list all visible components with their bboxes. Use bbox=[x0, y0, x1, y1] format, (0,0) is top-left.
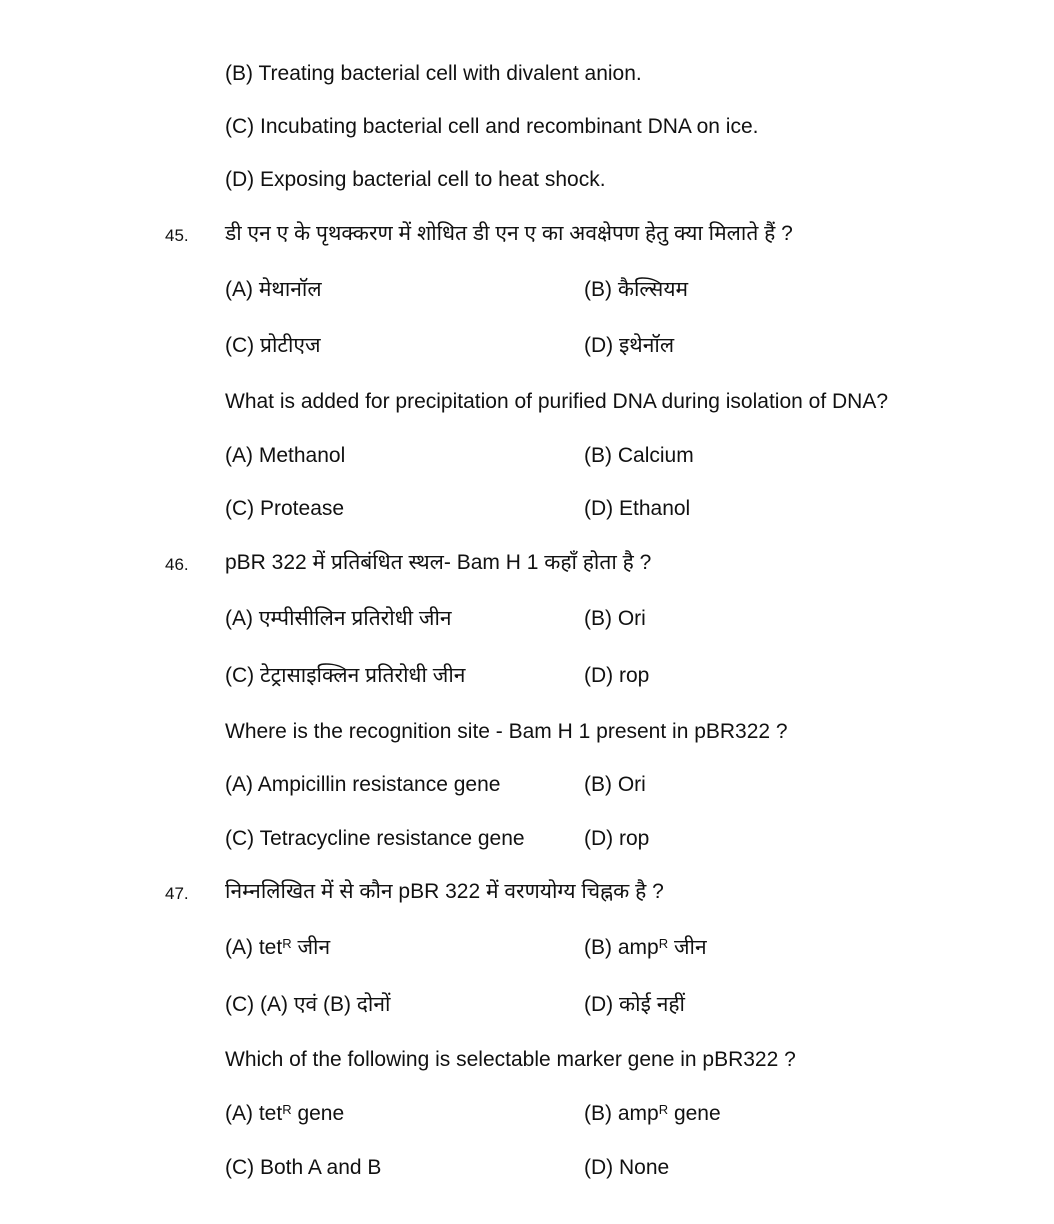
option-text: rop bbox=[619, 827, 650, 850]
option-d-english bbox=[584, 827, 649, 851]
option-text: Protease bbox=[260, 497, 345, 520]
option-text: Exposing bacterial cell to heat shock. bbox=[260, 168, 606, 191]
option-text: एम्पीसीलिन प्रतिरोधी जीन bbox=[258, 607, 452, 630]
question-text-hindi: pBR 322 में प्रतिबंधित स्थल- Bam H 1 कहाँ होता है ? bbox=[225, 551, 652, 574]
option-text: Methanol bbox=[258, 444, 346, 467]
option-text: Tetracycline resistance gene bbox=[259, 827, 525, 850]
question-text-hindi: डी एन ए के पृथक्करण में शोधित डी एन ए का अवक्षेपण हेतु क्या मिलाते हैं ? bbox=[225, 222, 793, 245]
option-text: gene bbox=[297, 1102, 345, 1125]
question-text-hindi: निम्नलिखित में से कौन pBR 322 में वरणयोग्य चिह्नक है ? bbox=[225, 880, 664, 903]
option-text: Ori bbox=[617, 773, 646, 796]
option-label: (A) bbox=[225, 773, 253, 796]
option-label: (D) bbox=[584, 497, 614, 520]
option-d-hindi bbox=[584, 664, 649, 688]
resistance-superscript: R bbox=[658, 936, 669, 951]
option-text: Ethanol bbox=[619, 497, 691, 520]
question-number: 46. bbox=[165, 555, 189, 574]
option-d-hindi bbox=[584, 993, 685, 1017]
option-c-hindi bbox=[225, 993, 390, 1017]
option-label: (C) bbox=[225, 664, 255, 687]
option-label: (C) bbox=[225, 334, 255, 357]
resistance-superscript: R bbox=[282, 936, 292, 951]
option-label: (D) bbox=[584, 827, 614, 850]
option-c-english bbox=[225, 1156, 381, 1180]
option-text: Incubating bacterial cell and recombinant DNA on ice. bbox=[260, 115, 759, 138]
option-label: (A) bbox=[225, 278, 253, 301]
option-text: None bbox=[619, 1156, 670, 1179]
option-text: प्रोटीएज bbox=[260, 334, 321, 357]
option-label: (B) bbox=[584, 278, 612, 301]
option-a-english bbox=[225, 444, 345, 468]
option-label: (C) bbox=[225, 497, 255, 520]
resistance-superscript: R bbox=[282, 1102, 292, 1117]
option-b-hindi bbox=[584, 936, 707, 960]
option-label: (C) bbox=[225, 827, 255, 850]
option-text: (A) एवं (B) दोनों bbox=[260, 993, 391, 1016]
option-text: इथेनॉल bbox=[619, 334, 675, 357]
option-c-english bbox=[225, 497, 344, 521]
option-label: (B) bbox=[584, 936, 612, 959]
option-a-hindi bbox=[225, 607, 452, 631]
option-text: जीन bbox=[673, 936, 707, 959]
option-label: (D) bbox=[584, 1156, 614, 1179]
option-c-hindi bbox=[225, 334, 321, 358]
option-text: जीन bbox=[297, 936, 331, 959]
option-label: (C) bbox=[225, 993, 255, 1016]
option-text: Ori bbox=[617, 607, 646, 630]
question-text-english: Which of the following is selectable marker gene in pBR322 ? bbox=[225, 1048, 796, 1071]
option-label: (C) bbox=[225, 115, 255, 138]
option-d-hindi bbox=[584, 334, 674, 358]
prev-option-b bbox=[225, 62, 642, 86]
option-label: (B) bbox=[584, 773, 612, 796]
option-label: (A) bbox=[225, 936, 253, 959]
question-number: 45. bbox=[165, 226, 189, 245]
option-label: (A) bbox=[225, 607, 253, 630]
question-text-english: Where is the recognition site - Bam H 1 present in pBR322 ? bbox=[225, 720, 788, 743]
gene-name: amp bbox=[617, 1102, 659, 1125]
option-label: (A) bbox=[225, 444, 253, 467]
option-label: (B) bbox=[584, 1102, 612, 1125]
option-label: (B) bbox=[584, 607, 612, 630]
option-a-hindi bbox=[225, 278, 322, 302]
option-d-english bbox=[584, 497, 690, 521]
option-label: (B) bbox=[225, 62, 253, 85]
prev-option-d bbox=[225, 168, 606, 192]
option-text: Calcium bbox=[617, 444, 694, 467]
option-label: (D) bbox=[225, 168, 255, 191]
option-c-english bbox=[225, 827, 525, 851]
option-b-hindi bbox=[584, 607, 646, 631]
option-b-english bbox=[584, 1102, 721, 1126]
option-d-english bbox=[584, 1156, 669, 1180]
option-text: मेथानॉल bbox=[258, 278, 322, 301]
gene-name: tet bbox=[258, 1102, 283, 1125]
option-b-hindi bbox=[584, 278, 688, 302]
option-b-english bbox=[584, 773, 646, 797]
resistance-superscript: R bbox=[658, 1102, 669, 1117]
option-label: (A) bbox=[225, 1102, 253, 1125]
option-text: rop bbox=[619, 664, 650, 687]
option-label: (C) bbox=[225, 1156, 255, 1179]
prev-option-c bbox=[225, 115, 758, 139]
option-a-hindi bbox=[225, 936, 330, 960]
option-label: (D) bbox=[584, 993, 614, 1016]
option-text: कैल्सियम bbox=[617, 278, 689, 301]
option-a-english bbox=[225, 1102, 344, 1126]
option-a-english bbox=[225, 773, 500, 797]
option-label: (D) bbox=[584, 334, 614, 357]
question-text-english: What is added for precipitation of purified DNA during isolation of DNA? bbox=[225, 390, 889, 413]
option-b-english bbox=[584, 444, 694, 468]
question-number: 47. bbox=[165, 884, 189, 903]
option-c-hindi bbox=[225, 664, 465, 688]
option-text: gene bbox=[673, 1102, 721, 1125]
gene-name: amp bbox=[617, 936, 659, 959]
option-text: Both A and B bbox=[260, 1156, 382, 1179]
option-label: (D) bbox=[584, 664, 614, 687]
option-text: कोई नहीं bbox=[619, 993, 685, 1016]
option-text: Treating bacterial cell with divalent anion. bbox=[258, 62, 642, 85]
option-text: Ampicillin resistance gene bbox=[257, 773, 501, 796]
option-text: टेट्रासाइक्लिन प्रतिरोधी जीन bbox=[260, 664, 466, 687]
option-label: (B) bbox=[584, 444, 612, 467]
gene-name: tet bbox=[258, 936, 283, 959]
